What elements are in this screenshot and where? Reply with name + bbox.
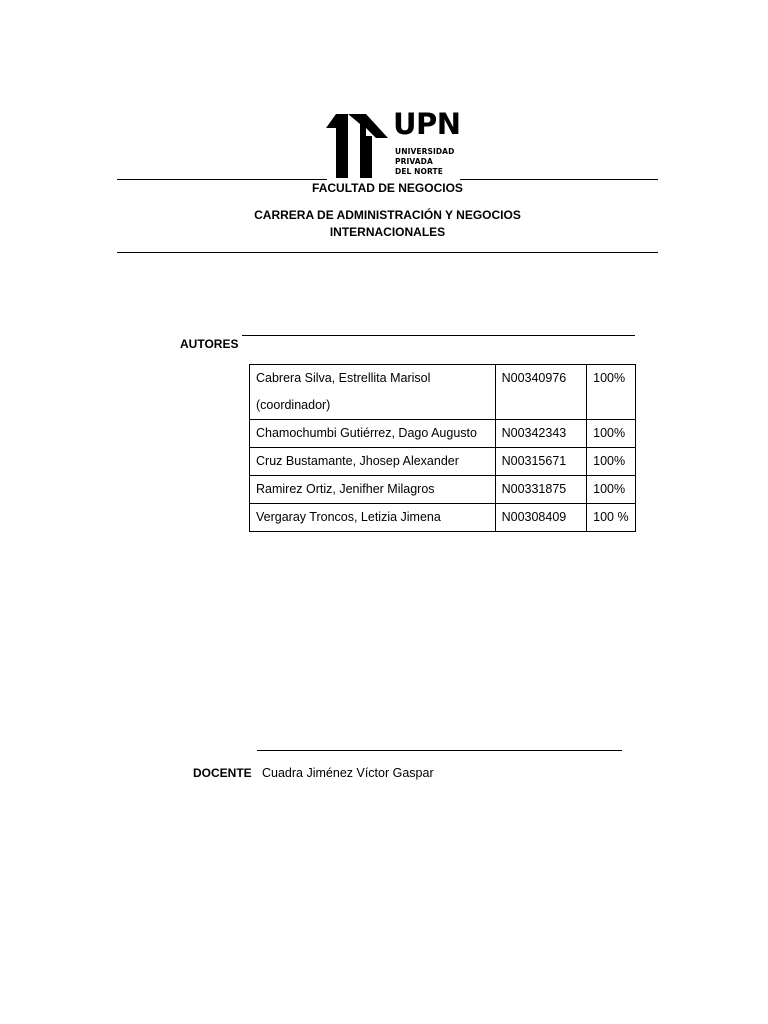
author-percentage: 100% <box>587 420 636 448</box>
author-code: N00315671 <box>495 448 587 476</box>
logo-wordmark: UPN <box>393 107 461 141</box>
author-code: N00308409 <box>495 504 587 532</box>
author-name: Cruz Bustamante, Jhosep Alexander <box>250 448 496 476</box>
author-name: Ramirez Ortiz, Jenifher Milagros <box>250 476 496 504</box>
author-percentage: 100% <box>587 365 636 420</box>
logo-subtitle: UNIVERSIDAD PRIVADA DEL NORTE <box>395 147 455 176</box>
docente-name: Cuadra Jiménez Víctor Gaspar <box>262 766 434 780</box>
author-percentage: 100% <box>587 476 636 504</box>
author-name: Vergaray Troncos, Letizia Jimena <box>250 504 496 532</box>
table-row <box>250 504 636 532</box>
author-name: Cabrera Silva, Estrellita Marisol <box>256 371 431 385</box>
career-title-line1: CARRERA DE ADMINISTRACIÓN Y NEGOCIOS <box>254 208 521 222</box>
table-row <box>250 365 636 420</box>
docente-label: DOCENTE <box>193 766 252 780</box>
table-row <box>250 448 636 476</box>
docente-rule <box>257 750 622 751</box>
author-code: N00342343 <box>495 420 587 448</box>
author-percentage: 100 % <box>587 504 636 532</box>
author-name-cell <box>250 365 496 420</box>
table-row <box>250 476 636 504</box>
authors-rule <box>242 335 635 336</box>
author-code: N00340976 <box>495 365 587 420</box>
author-code: N00331875 <box>495 476 587 504</box>
faculty-title: FACULTAD DE NEGOCIOS <box>312 181 463 195</box>
table-row <box>250 420 636 448</box>
author-percentage: 100% <box>587 448 636 476</box>
authors-label: AUTORES <box>180 337 239 351</box>
author-name: Chamochumbi Gutiérrez, Dago Augusto <box>250 420 496 448</box>
authors-table <box>249 364 636 532</box>
career-title-line2: INTERNACIONALES <box>329 225 446 239</box>
header-rule-bottom <box>117 252 658 253</box>
author-role: (coordinador) <box>256 398 331 412</box>
